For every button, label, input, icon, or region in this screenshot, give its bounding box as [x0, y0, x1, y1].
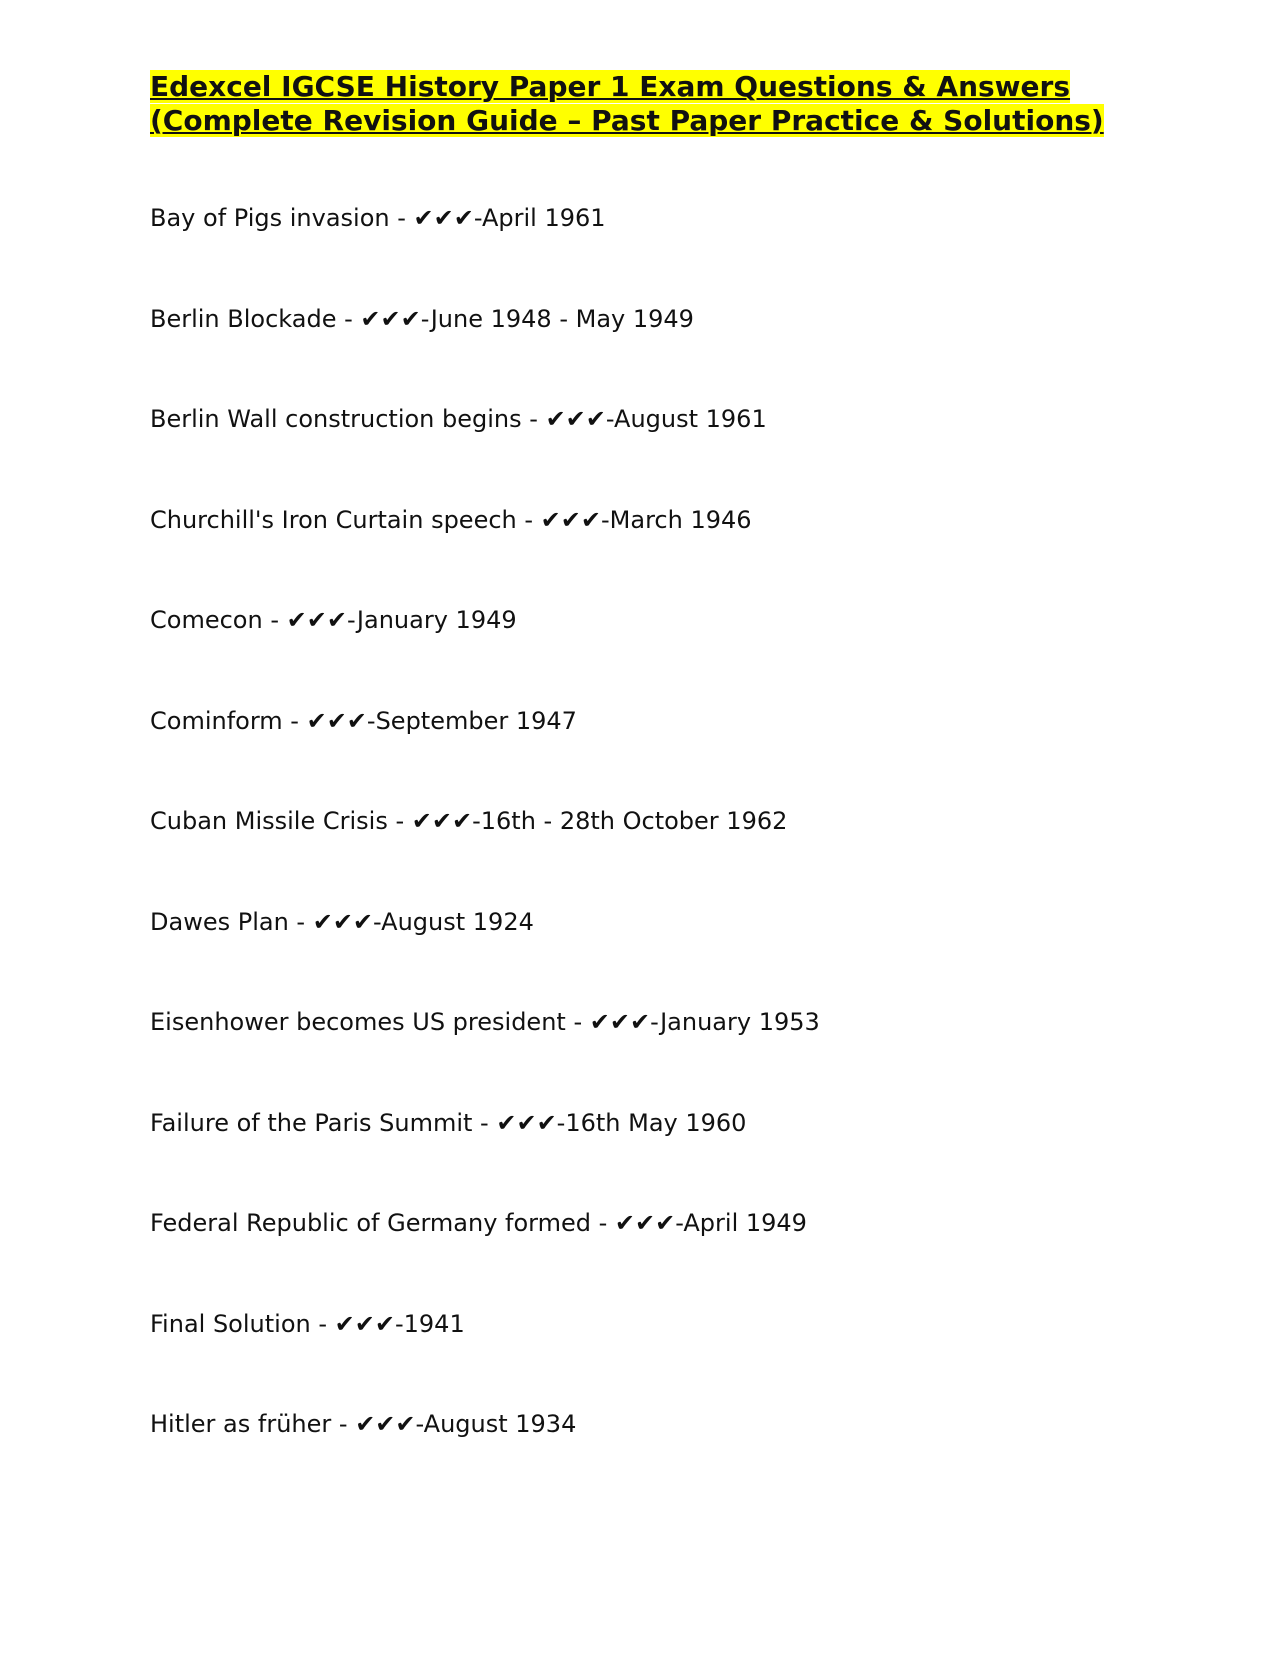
entry-term: Cuban Missile Crisis — [150, 807, 388, 835]
entry-term: Comecon — [150, 606, 263, 634]
document-page — [150, 70, 1150, 1438]
entry-term: Berlin Blockade — [150, 304, 337, 333]
entry-separator: - — [565, 1008, 590, 1036]
flashcard-entry — [150, 505, 820, 609]
entry-separator: - — [336, 304, 361, 333]
entry-answer: -16th - 28th October 1962 — [472, 807, 788, 835]
flashcard-entry — [150, 206, 820, 307]
entry-separator: - — [591, 1209, 615, 1237]
flashcard-entry — [150, 1010, 820, 1111]
document-title-text: Edexcel IGCSE History Paper 1 Exam Questions & Answers (Complete Revision Guide – Past Paper Practice & Solutions) — [150, 70, 1104, 137]
entry-separator: - — [282, 706, 307, 735]
entry-answer: -September 1947 — [366, 706, 577, 735]
checkmarks-icon: ✔✔✔ — [355, 1410, 416, 1438]
flashcard-entry — [150, 706, 820, 810]
checkmarks-icon: ✔✔✔ — [286, 606, 347, 634]
entry-term: Eisenhower becomes US president — [150, 1008, 566, 1036]
document-title — [150, 70, 1150, 138]
checkmarks-icon: ✔✔✔ — [540, 505, 601, 534]
checkmarks-icon: ✔✔✔ — [334, 1309, 395, 1338]
flashcard-entry — [150, 304, 820, 408]
flashcard-entry — [150, 907, 820, 1011]
entry-term: Failure of the Paris Summit — [150, 1108, 473, 1137]
checkmarks-icon: ✔✔✔ — [614, 1209, 676, 1237]
entry-answer: -January 1949 — [346, 606, 517, 634]
checkmarks-icon: ✔✔✔ — [306, 706, 367, 735]
entry-separator: - — [288, 907, 313, 936]
entry-term: Cominform — [150, 706, 283, 735]
entry-answer: -1941 — [394, 1309, 465, 1338]
entry-separator: - — [310, 1309, 335, 1338]
checkmarks-icon: ✔✔✔ — [496, 1108, 557, 1137]
entry-separator: - — [387, 807, 412, 835]
entry-term: Berlin Wall construction begins — [150, 405, 522, 433]
entry-answer: -March 1946 — [601, 505, 752, 534]
entry-term: Hitler as früher — [150, 1410, 332, 1438]
entry-term: Bay of Pigs invasion — [150, 204, 390, 232]
entry-term: Federal Republic of Germany formed — [150, 1209, 591, 1237]
checkmarks-icon: ✔✔✔ — [411, 807, 473, 835]
entry-answer: -April 1961 — [473, 204, 606, 232]
entry-term: Dawes Plan — [150, 907, 289, 936]
flashcard-entry — [150, 1211, 820, 1312]
entry-term: Churchill's Iron Curtain speech — [150, 505, 517, 534]
checkmarks-icon: ✔✔✔ — [545, 405, 606, 433]
entry-separator: - — [262, 606, 287, 634]
flashcard-entry — [150, 1108, 820, 1212]
checkmarks-icon: ✔✔✔ — [413, 204, 474, 232]
entry-separator: - — [472, 1108, 497, 1137]
checkmarks-icon: ✔✔✔ — [589, 1008, 651, 1036]
entry-separator: - — [516, 505, 541, 534]
entry-answer: -January 1953 — [650, 1008, 820, 1036]
flashcard-list — [150, 206, 820, 1513]
flashcard-entry — [150, 809, 820, 910]
entry-separator: - — [389, 204, 414, 232]
checkmarks-icon: ✔✔✔ — [312, 907, 374, 936]
flashcard-entry — [150, 608, 820, 709]
flashcard-entry — [150, 407, 820, 508]
entry-answer: -June 1948 - May 1949 — [420, 304, 694, 333]
entry-answer: -August 1924 — [373, 907, 534, 936]
entry-separator: - — [331, 1410, 356, 1438]
checkmarks-icon: ✔✔✔ — [360, 304, 421, 333]
entry-answer: -16th May 1960 — [556, 1108, 747, 1137]
entry-answer: -April 1949 — [675, 1209, 807, 1237]
entry-term: Final Solution — [150, 1309, 311, 1338]
entry-answer: -August 1934 — [415, 1410, 577, 1438]
flashcard-entry — [150, 1309, 820, 1413]
flashcard-entry — [150, 1412, 820, 1513]
entry-separator: - — [521, 405, 546, 433]
entry-answer: -August 1961 — [605, 405, 767, 433]
